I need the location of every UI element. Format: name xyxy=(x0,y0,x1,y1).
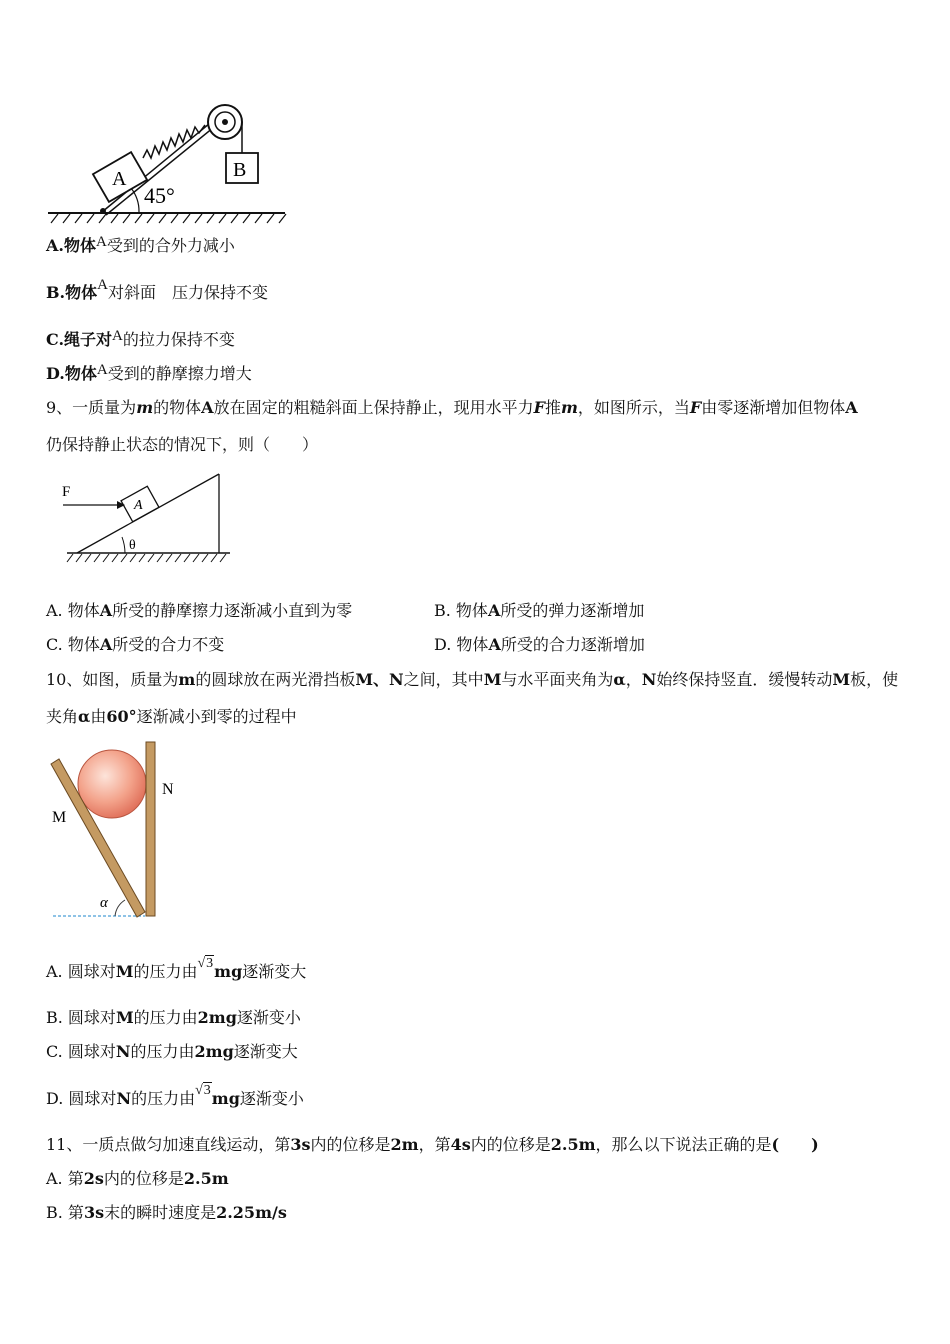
q10-stem-line1: 10、如图，质量为m的圆球放在两光滑挡板M、N之间，其中M与水平面夹角为α，N始终保持竖直．缓慢转动M板，使 xyxy=(46,670,899,689)
q8-option-c: C.绳子对A的拉力保持不变 xyxy=(46,328,235,349)
q9-stem-line1: 9、一质量为m的物体A放在固定的粗糙斜面上保持静止，现用水平力F推m，如图所示，当F由零逐渐增加但物体A xyxy=(46,398,858,417)
sqrt-3: √3 xyxy=(197,956,214,971)
alpha-label: α xyxy=(100,895,108,911)
block-b-label: B xyxy=(233,159,247,181)
q9-option-a: A. 物体A所受的静摩擦力逐渐减小直到为零 xyxy=(46,601,353,620)
q10-option-a: A. 圆球对M的压力由√3mg逐渐变大 xyxy=(46,956,307,981)
q8-option-b: B.物体A对斜面 压力保持不变 xyxy=(46,277,268,302)
q9-stem-line2: 仍保持静止状态的情况下，则（ ） xyxy=(46,435,319,454)
incline-force-figure xyxy=(55,468,240,573)
board-m-label: M xyxy=(52,809,67,826)
block-a-label: A xyxy=(134,498,143,513)
q10-option-d: D. 圆球对N的压力由√3mg逐渐变小 xyxy=(46,1083,304,1108)
sqrt-3: √3 xyxy=(195,1083,211,1098)
force-f-label: F xyxy=(62,484,71,500)
block-a-label: A xyxy=(112,168,127,190)
angle-45-label: 45° xyxy=(144,183,175,208)
q8-option-a: A.物体A受到的合外力减小 xyxy=(46,234,235,255)
incline-pulley-figure xyxy=(40,95,300,225)
q9-option-d: D. 物体A所受的合力逐渐增加 xyxy=(434,635,645,654)
q8-option-d: D.物体A受到的静摩擦力增大 xyxy=(46,362,252,383)
q10-option-c: C. 圆球对N的压力由2mg逐渐变大 xyxy=(46,1042,298,1061)
q11-stem: 11、一质点做匀加速直线运动，第3s内的位移是2m，第4s内的位移是2.5m，那么以下说法正确的是( ) xyxy=(46,1135,819,1154)
q9-option-c: C. 物体A所受的合力不变 xyxy=(46,635,225,654)
ball-boards-figure xyxy=(45,738,190,923)
q10-stem-line2: 夹角α由60°逐渐减小到零的过程中 xyxy=(46,707,297,726)
theta-label: θ xyxy=(129,538,136,553)
q10-option-b: B. 圆球对M的压力由2mg逐渐变小 xyxy=(46,1008,301,1027)
q9-option-b: B. 物体A所受的弹力逐渐增加 xyxy=(434,601,645,620)
q11-option-a: A. 第2s内的位移是2.5m xyxy=(46,1169,229,1188)
board-n-label: N xyxy=(162,781,174,798)
q11-option-b: B. 第3s末的瞬时速度是2.25m/s xyxy=(46,1203,287,1222)
ball xyxy=(78,750,146,818)
